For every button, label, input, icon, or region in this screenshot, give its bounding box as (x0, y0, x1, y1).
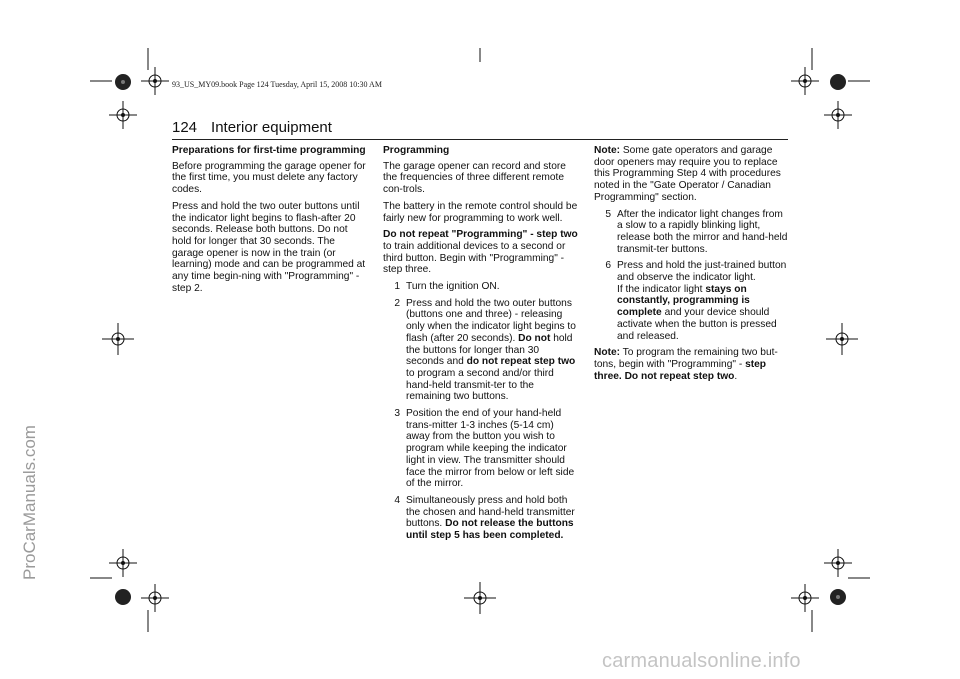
paragraph: Before programming the garage opener for the first time, you must delete any factory codes. (172, 160, 366, 196)
step-text: Turn the ignition ON. (406, 281, 500, 293)
heading-programming: Programming (383, 145, 450, 156)
text: to program a second and/or third hand-held transmit-ter to the remaining two buttons. (406, 367, 554, 403)
text: to train additional devices to a second or third button. Begin with "Programming" - step three. (383, 240, 566, 276)
paragraph (383, 229, 579, 276)
step-text (406, 298, 579, 403)
step-2 (383, 298, 579, 403)
heading-preparations: Preparations for first-time programming (172, 145, 366, 156)
step-text (406, 495, 579, 542)
text: Simultaneously press and hold both the chosen and hand-held transmitter buttons. (406, 494, 575, 530)
page-number: 124 (172, 119, 198, 136)
step-text: After the indicator light changes from a slow to a rapidly blinking light, release both the mirror and hand-held transmit-ter buttons. (617, 208, 788, 255)
bold-text: Do not (518, 332, 551, 344)
bold-text: stays on constantly, programming is complete (617, 283, 750, 319)
text: If the indicator light (617, 283, 706, 295)
paragraph: Press and hold the two outer buttons until the indicator light begins to flash-after 20 seconds. Release both buttons. Do not hold for longer that 30 seconds. The garage opener is now in the train (or learning) mode and can be programmed at any time begin-ning with "Programming" - step 2. (172, 200, 366, 294)
page-header (172, 119, 332, 136)
bold-text: do not repeat step two (466, 356, 576, 368)
text: Press and hold the just-trained button and observe the indicator light. (617, 260, 787, 284)
step-number: 6 (605, 260, 611, 272)
step-5 (594, 209, 790, 256)
text: Press and hold the two outer buttons (buttons one and three) - releasing only when the indicator light begins to flash (after 20 seconds). (406, 297, 576, 344)
column-1 (172, 145, 368, 299)
step-number: 4 (394, 494, 400, 506)
step-text: Position the end of your hand-held trans-mitter 1-3 inches (5-14 cm) away from the button you wish to program while keeping the indicator light in view. The transmitter should face the mirror from below or left side of the mirror. (406, 408, 575, 490)
bold-text: step three. Do not repeat step two (594, 358, 767, 382)
paragraph: The battery in the remote control should be fairly new for programming to work well. (383, 200, 578, 224)
text: hold the buttons for longer than 30 seconds and (406, 332, 573, 368)
note-label: Note: (594, 145, 621, 156)
watermark-bottom: carmanualsonline.info (602, 650, 801, 672)
step-6 (594, 260, 790, 342)
step-1 (383, 281, 579, 293)
step-number: 2 (394, 297, 400, 309)
step-number: 3 (394, 408, 400, 420)
text: and your device should activate when the button is pressed and released. (617, 307, 777, 342)
column-2 (383, 145, 579, 547)
watermark-left: ProCarManuals.com (20, 425, 39, 580)
note-label: Note: (594, 347, 621, 359)
step-4 (383, 495, 579, 542)
note-text: Some gate operators and garage door openers may require you to replace this Programming Step 4 with procedures noted in the "Gate Operator / Canadian Programming" section. (594, 145, 781, 203)
step-number: 1 (394, 281, 400, 293)
file-header: 93_US_MY09.book Page 124 Tuesday, April 15, 2008 10:30 AM (172, 80, 382, 89)
text: . (734, 370, 738, 382)
header-rule (172, 139, 788, 140)
note-text: To program the remaining two but-tons, begin with "Programming" - (594, 347, 778, 370)
note (594, 347, 790, 382)
bold-text: Do not repeat "Programming" - step two (383, 229, 578, 241)
paragraph: The garage opener can record and store the frequencies of three different remote con-trols. (383, 160, 566, 196)
section-title: Interior equipment (211, 119, 332, 136)
note (594, 145, 790, 204)
step-3 (383, 408, 579, 490)
bold-text: Do not release the buttons until step 5 has been completed. (406, 518, 574, 542)
step-number: 5 (605, 208, 611, 220)
column-3 (594, 145, 790, 387)
step-text (617, 260, 790, 342)
